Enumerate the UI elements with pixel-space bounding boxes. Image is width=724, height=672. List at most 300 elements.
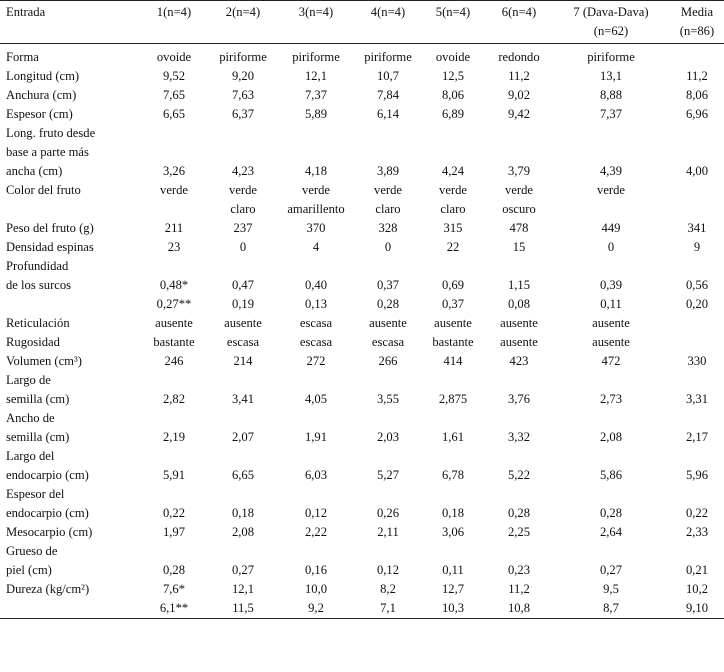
cell-value: 0,28 (599, 506, 623, 520)
table-cell (210, 523, 276, 542)
cell-value: 3,76 (507, 392, 531, 406)
column-header-text: Entrada (6, 5, 46, 19)
cell-value: 11,2 (508, 582, 530, 596)
cell-value: 0,27** (156, 297, 192, 311)
cell-value (358, 485, 418, 504)
cell-value: claro (230, 202, 256, 216)
table-cell (486, 485, 552, 523)
table-cell (670, 485, 724, 523)
cell-value (554, 143, 668, 162)
cell-value: 2,11 (377, 525, 399, 539)
table-row (0, 86, 724, 105)
table-cell (552, 238, 670, 257)
column-header-text: 5(n=4) (435, 5, 471, 19)
table-cell (356, 86, 420, 105)
table-cell (210, 580, 276, 619)
row-label (0, 523, 138, 542)
cell-value (422, 409, 484, 428)
table-cell (420, 124, 486, 181)
cell-value: 2,17 (685, 430, 709, 444)
cell-value: bastante (153, 335, 195, 349)
cell-value (278, 371, 354, 390)
table-cell (670, 523, 724, 542)
cell-value: 0,27 (231, 563, 255, 577)
cell-value: 2,73 (599, 392, 623, 406)
cell-value: escasa (226, 335, 260, 349)
cell-value: ausente (369, 316, 407, 330)
cell-value: 5,86 (599, 468, 623, 482)
cell-value: 9,42 (507, 107, 531, 121)
table-cell (670, 48, 724, 67)
column-header (276, 1, 356, 44)
cell-value (358, 257, 418, 276)
cell-value: ausente (155, 316, 193, 330)
table-cell (670, 105, 724, 124)
table-cell (356, 352, 420, 371)
cell-value (422, 447, 484, 466)
cell-value: 5,27 (376, 468, 400, 482)
table-cell (356, 523, 420, 542)
table-cell (486, 86, 552, 105)
cell-value: 6,65 (162, 107, 186, 121)
table-cell (486, 257, 552, 314)
cell-value: 0,40 (304, 278, 328, 292)
cell-value (212, 143, 274, 162)
cell-value: 10,7 (376, 69, 400, 83)
cell-value: 0,47 (231, 278, 255, 292)
table-cell (210, 371, 276, 409)
column-header-entrada (0, 1, 138, 44)
cell-value: 1,91 (304, 430, 328, 444)
table-cell (138, 48, 210, 67)
cell-value: 0,27 (599, 563, 623, 577)
table-cell (420, 105, 486, 124)
cell-value: escasa (299, 316, 333, 330)
row-label-line: semilla (cm) (6, 392, 70, 406)
table-cell (670, 333, 724, 352)
table-cell (356, 371, 420, 409)
cell-value (212, 485, 274, 504)
cell-value: 1,15 (507, 278, 531, 292)
cell-value: 2,875 (438, 392, 468, 406)
table-cell (486, 542, 552, 580)
table-cell (138, 333, 210, 352)
table-cell (356, 48, 420, 67)
cell-value: 0,21 (685, 563, 709, 577)
cell-value (672, 485, 722, 504)
table-cell (670, 238, 724, 257)
row-label-line: Ancho de (6, 411, 55, 425)
cell-value: 8,2 (380, 582, 396, 596)
table-cell (276, 48, 356, 67)
table-cell (356, 238, 420, 257)
table-cell (552, 314, 670, 333)
cell-value: 0,20 (685, 297, 709, 311)
column-header-text: 6(n=4) (501, 5, 537, 19)
table-row (0, 409, 724, 447)
table-row (0, 371, 724, 409)
table-row (0, 314, 724, 333)
table-cell (276, 238, 356, 257)
cell-value: 211 (164, 221, 184, 235)
cell-value: 3,79 (507, 164, 531, 178)
row-label (0, 67, 138, 86)
cell-value: 2,07 (231, 430, 255, 444)
row-label-line: ancha (cm) (6, 164, 63, 178)
row-label (0, 485, 138, 523)
cell-value (278, 124, 354, 143)
table-row (0, 238, 724, 257)
table-cell (276, 105, 356, 124)
cell-value: 10,2 (685, 582, 709, 596)
table-cell (276, 181, 356, 219)
cell-value: 10,3 (441, 601, 465, 615)
row-label (0, 257, 138, 314)
cell-value: 0,48* (159, 278, 189, 292)
row-label-line: Grueso de (6, 544, 58, 558)
cell-value: 9,52 (162, 69, 186, 83)
cell-value (358, 409, 418, 428)
table-cell (138, 124, 210, 181)
cell-value: 3,32 (507, 430, 531, 444)
table-cell (276, 352, 356, 371)
cell-value: 8,06 (441, 88, 465, 102)
cell-value (672, 124, 722, 143)
cell-value: 0,16 (304, 563, 328, 577)
cell-value: verde (160, 183, 188, 197)
table-cell (552, 86, 670, 105)
row-label-line: endocarpio (cm) (6, 506, 89, 520)
cell-value: 7,63 (231, 88, 255, 102)
cell-value: 4,23 (231, 164, 255, 178)
table-cell (670, 257, 724, 314)
table-cell (210, 333, 276, 352)
table-cell (210, 48, 276, 67)
cell-value: 2,64 (599, 525, 623, 539)
table-cell (276, 485, 356, 523)
table-cell (276, 523, 356, 542)
cell-value: 0,13 (304, 297, 328, 311)
table-cell (486, 181, 552, 219)
cell-value (488, 447, 550, 466)
table-cell (552, 219, 670, 238)
cell-value: 7,84 (376, 88, 400, 102)
table-cell (420, 48, 486, 67)
cell-value (358, 447, 418, 466)
cell-value (278, 542, 354, 561)
cell-value: 330 (687, 354, 707, 368)
table-cell (670, 86, 724, 105)
cell-value (554, 542, 668, 561)
cell-value (554, 257, 668, 276)
cell-value (358, 542, 418, 561)
cell-value: 12,1 (304, 69, 328, 83)
table-cell (138, 371, 210, 409)
table-cell (210, 86, 276, 105)
cell-value (554, 124, 668, 143)
table-cell (486, 105, 552, 124)
table-cell (486, 580, 552, 619)
cell-value: 5,22 (507, 468, 531, 482)
table-cell (210, 447, 276, 485)
row-label (0, 542, 138, 580)
cell-value: verde (374, 183, 402, 197)
table-cell (138, 257, 210, 314)
table-cell (138, 86, 210, 105)
table-cell (420, 181, 486, 219)
row-label-line: Densidad espinas (6, 240, 94, 254)
cell-value: 6,37 (231, 107, 255, 121)
table-cell (356, 542, 420, 580)
cell-value (212, 124, 274, 143)
cell-value: 2,22 (304, 525, 328, 539)
table-cell (420, 67, 486, 86)
cell-value (554, 371, 668, 390)
cell-value (672, 181, 722, 200)
cell-value (358, 124, 418, 143)
cell-value: 0,12 (304, 506, 328, 520)
row-label-line: de los surcos (6, 278, 72, 292)
table-cell (356, 447, 420, 485)
cell-value: 0,18 (231, 506, 255, 520)
row-label (0, 219, 138, 238)
cell-value (488, 485, 550, 504)
cell-value: 4,18 (304, 164, 328, 178)
table-cell (356, 219, 420, 238)
row-label (0, 314, 138, 333)
table-cell (486, 523, 552, 542)
row-label-line: Largo de (6, 373, 51, 387)
cell-value: 0,11 (600, 297, 622, 311)
cell-value: ovoide (156, 50, 192, 64)
cell-value: piriforme (219, 50, 267, 64)
table-cell (356, 257, 420, 314)
cell-value: 0,11 (442, 563, 464, 577)
table-cell (670, 67, 724, 86)
row-label-line: Color del fruto (6, 183, 81, 197)
table-cell (276, 447, 356, 485)
cell-value: piriforme (364, 50, 412, 64)
row-label-line: Mesocarpio (cm) (6, 525, 93, 539)
row-label-line: Largo del (6, 449, 55, 463)
cell-value: 2,08 (231, 525, 255, 539)
table-cell (552, 105, 670, 124)
cell-value: 3,55 (376, 392, 400, 406)
table-cell (210, 238, 276, 257)
table-header (0, 1, 724, 44)
row-label-line: base a parte más (6, 145, 89, 159)
row-label-line: Peso del fruto (g) (6, 221, 94, 235)
cell-value: 0,12 (376, 563, 400, 577)
cell-value: 0,37 (376, 278, 400, 292)
cell-value: amarillento (287, 202, 345, 216)
cell-value (358, 371, 418, 390)
cell-value (672, 257, 722, 276)
row-label-line: Reticulación (6, 316, 70, 330)
row-label-line: Rugosidad (6, 335, 60, 349)
table-cell (356, 181, 420, 219)
table-row (0, 219, 724, 238)
table-cell (670, 447, 724, 485)
table-row (0, 542, 724, 580)
row-label (0, 333, 138, 352)
cell-value: claro (375, 202, 401, 216)
row-label-line: semilla (cm) (6, 430, 70, 444)
table-cell (210, 352, 276, 371)
cell-value: piriforme (587, 50, 635, 64)
cell-value (212, 257, 274, 276)
table-row (0, 333, 724, 352)
cell-value (212, 409, 274, 428)
cell-value (212, 371, 274, 390)
cell-value: 7,37 (599, 107, 623, 121)
table-cell (486, 352, 552, 371)
cell-value (278, 485, 354, 504)
table-cell (420, 447, 486, 485)
table-cell (670, 371, 724, 409)
table-cell (210, 257, 276, 314)
cell-value: 6,1** (159, 601, 189, 615)
cell-value (140, 143, 208, 162)
cell-value: 0,37 (441, 297, 465, 311)
row-label-line: Longitud (cm) (6, 69, 80, 83)
cell-value: verde (505, 183, 533, 197)
table-cell (356, 485, 420, 523)
cell-value: 4,00 (685, 164, 709, 178)
cell-value (212, 542, 274, 561)
table-row (0, 352, 724, 371)
cell-value: 0,39 (599, 278, 623, 292)
table-cell (670, 124, 724, 181)
table-cell (276, 257, 356, 314)
column-header-text: 2(n=4) (225, 5, 261, 19)
cell-value (672, 314, 722, 333)
cell-value: ausente (434, 316, 472, 330)
cell-value (278, 143, 354, 162)
cell-value (672, 333, 722, 352)
cell-value: verde (229, 183, 257, 197)
cell-value: 9,02 (507, 88, 531, 102)
column-header (420, 1, 486, 44)
cell-value: redondo (498, 50, 540, 64)
cell-value: ausente (592, 316, 630, 330)
cell-value (488, 542, 550, 561)
table-cell (210, 105, 276, 124)
table-cell (552, 352, 670, 371)
cell-value: 1,97 (162, 525, 186, 539)
cell-value: 12,5 (441, 69, 465, 83)
cell-value: 9 (693, 240, 701, 254)
cell-value: 0 (239, 240, 247, 254)
cell-value: 6,89 (441, 107, 465, 121)
cell-value (140, 371, 208, 390)
table-cell (552, 447, 670, 485)
cell-value: oscuro (502, 202, 536, 216)
table-cell (552, 542, 670, 580)
cell-value: 0,26 (376, 506, 400, 520)
cell-value: 0,08 (507, 297, 531, 311)
cell-value (672, 447, 722, 466)
table-cell (356, 124, 420, 181)
table-cell (210, 219, 276, 238)
cell-value: 15 (512, 240, 526, 254)
table-cell (486, 314, 552, 333)
row-label-line: Forma (6, 50, 39, 64)
table-row (0, 485, 724, 523)
cell-value: 6,96 (685, 107, 709, 121)
cell-value: 414 (443, 354, 463, 368)
table-cell (420, 485, 486, 523)
table-cell (486, 371, 552, 409)
column-header-text: 1(n=4) (156, 5, 192, 19)
row-label-line: Profundidad (6, 259, 69, 273)
cell-value: 4,39 (599, 164, 623, 178)
cell-value: 0,69 (441, 278, 465, 292)
row-label (0, 48, 138, 67)
table-cell (138, 314, 210, 333)
cell-value (672, 542, 722, 561)
cell-value: 7,1 (380, 601, 396, 615)
column-header-text: (n=62) (593, 24, 629, 38)
cell-value (554, 485, 668, 504)
table-cell (138, 238, 210, 257)
cell-value: 7,65 (162, 88, 186, 102)
cell-value (140, 447, 208, 466)
table-cell (486, 219, 552, 238)
cell-value (422, 542, 484, 561)
cell-value (422, 485, 484, 504)
cell-value: ovoide (435, 50, 471, 64)
cell-value: 7,6* (162, 582, 186, 596)
table-cell (138, 542, 210, 580)
cell-value (278, 447, 354, 466)
column-header (552, 1, 670, 44)
table-cell (486, 409, 552, 447)
table-cell (356, 105, 420, 124)
table-cell (356, 333, 420, 352)
column-header-text: 3(n=4) (298, 5, 334, 19)
table-cell (276, 314, 356, 333)
row-label (0, 105, 138, 124)
table-cell (552, 523, 670, 542)
table-cell (486, 48, 552, 67)
cell-value: 2,03 (376, 430, 400, 444)
cell-value: 0 (384, 240, 392, 254)
row-label (0, 580, 138, 619)
table-cell (670, 542, 724, 580)
table-cell (420, 542, 486, 580)
column-header (356, 1, 420, 44)
cell-value: ausente (592, 335, 630, 349)
column-header (486, 1, 552, 44)
table-cell (276, 580, 356, 619)
table-row (0, 580, 724, 619)
table-cell (670, 314, 724, 333)
cell-value (140, 409, 208, 428)
cell-value: 370 (306, 221, 326, 235)
table-cell (670, 219, 724, 238)
table-cell (138, 105, 210, 124)
column-header-text: Media (680, 5, 714, 19)
row-label-line: piel (cm) (6, 563, 52, 577)
table-row (0, 523, 724, 542)
cell-value: ausente (224, 316, 262, 330)
cell-value: 5,96 (685, 468, 709, 482)
cell-value: 6,65 (231, 468, 255, 482)
row-label (0, 447, 138, 485)
table-cell (420, 314, 486, 333)
cell-value: ausente (500, 335, 538, 349)
